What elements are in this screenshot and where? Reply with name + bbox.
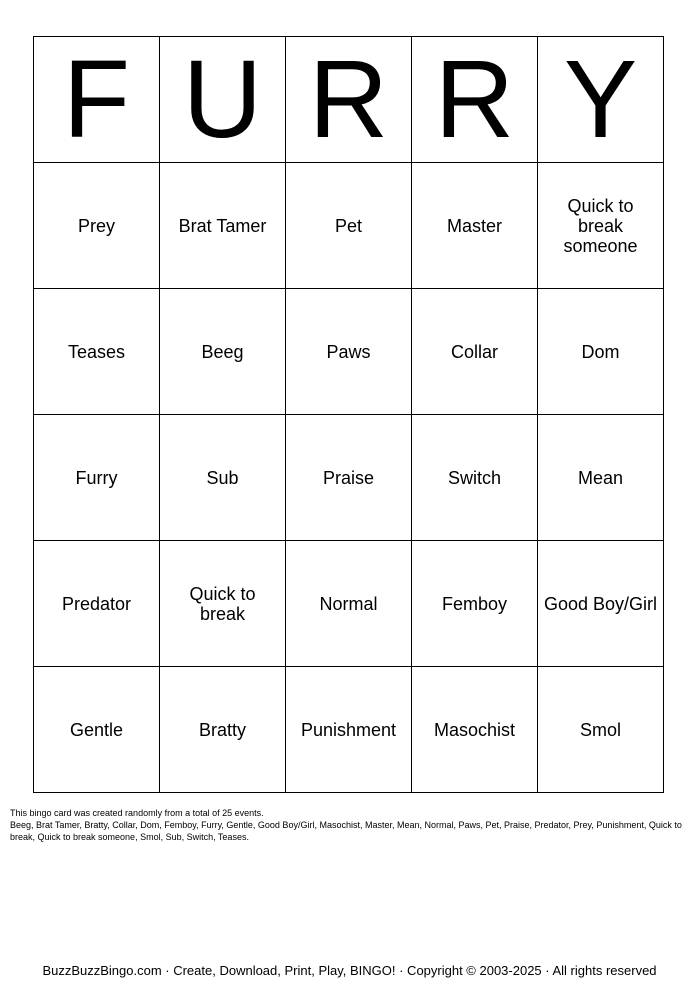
bingo-cell	[412, 415, 538, 541]
bingo-cell	[412, 289, 538, 415]
cell-text: Smol	[579, 719, 621, 740]
header-letter: Y	[538, 37, 664, 163]
bingo-cell	[538, 163, 664, 289]
bingo-cell	[34, 541, 160, 667]
cell-text: Beeg	[201, 341, 244, 362]
bingo-cell	[412, 163, 538, 289]
cell-text: Brat Tamer	[178, 215, 267, 236]
cell-text: Sub	[206, 467, 239, 488]
card-notes	[10, 807, 690, 843]
bingo-card	[33, 36, 664, 793]
bingo-cell	[538, 415, 664, 541]
bingo-cell	[286, 667, 412, 793]
bingo-cell	[412, 541, 538, 667]
header-letter: F	[34, 37, 160, 163]
cell-text: Praise	[322, 467, 375, 488]
bingo-cell	[412, 667, 538, 793]
cell-text: Punishment	[300, 719, 397, 740]
header-row	[34, 37, 664, 163]
bingo-cell	[286, 541, 412, 667]
bingo-row	[34, 163, 664, 289]
bingo-cell	[160, 415, 286, 541]
cell-text: Dom	[581, 341, 620, 362]
notes-intro: This bingo card was created randomly from a total of 25 events.	[10, 808, 264, 818]
bingo-row	[34, 415, 664, 541]
cell-text: Furry	[75, 467, 118, 488]
bingo-cell	[160, 163, 286, 289]
bingo-row	[34, 289, 664, 415]
cell-text: Masochist	[433, 719, 516, 740]
bingo-cell	[286, 289, 412, 415]
cell-text: Bratty	[198, 719, 246, 740]
notes-events-list: Beeg, Brat Tamer, Bratty, Collar, Dom, Femboy, Furry, Gentle, Good Boy/Girl, Masochist, Master, Mean, Normal, Paws, Pet, Praise, Predator, Prey, Punishment, Quick to break, Quick to break someone, Smol, Sub, Switch, Teases.	[10, 820, 682, 842]
bingo-cell	[34, 667, 160, 793]
bingo-cell	[160, 541, 286, 667]
bingo-cell	[160, 289, 286, 415]
bingo-cell	[34, 289, 160, 415]
bingo-row	[34, 667, 664, 793]
cell-text: Quick to break someone	[563, 195, 638, 256]
cell-text: Teases	[67, 341, 126, 362]
bingo-row	[34, 541, 664, 667]
cell-text: Normal	[319, 593, 378, 614]
cell-text: Master	[446, 215, 502, 236]
bingo-cell	[538, 289, 664, 415]
bingo-cell	[286, 163, 412, 289]
bingo-cell	[538, 541, 664, 667]
cell-text: Prey	[77, 215, 115, 236]
cell-text: Good Boy/Girl	[543, 593, 658, 614]
cell-text: Paws	[326, 341, 371, 362]
cell-text: Gentle	[69, 719, 124, 740]
header-letter: R	[286, 37, 412, 163]
cell-text: Pet	[334, 215, 363, 236]
header-letter: U	[160, 37, 286, 163]
cell-text: Collar	[450, 341, 498, 362]
cell-text: Switch	[447, 467, 501, 488]
bingo-cell	[538, 667, 664, 793]
site-footer: BuzzBuzzBingo.com · Create, Download, Print, Play, BINGO! · Copyright © 2003-2025 · All rights reserved	[42, 963, 657, 978]
header-letter: R	[412, 37, 538, 163]
cell-text: Femboy	[441, 593, 508, 614]
bingo-cell	[34, 163, 160, 289]
bingo-cell	[34, 415, 160, 541]
cell-text: Predator	[61, 593, 132, 614]
cell-text: Mean	[577, 467, 624, 488]
bingo-cell	[286, 415, 412, 541]
cell-text: Quick to break	[189, 583, 256, 624]
bingo-cell	[160, 667, 286, 793]
